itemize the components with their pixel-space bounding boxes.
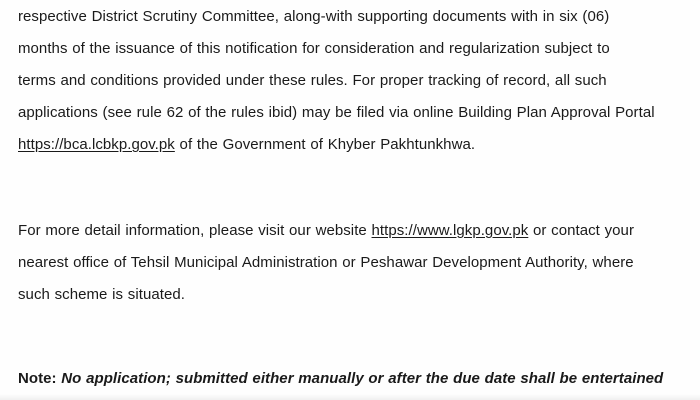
bca-portal-link[interactable]: https://bca.lcbkp.gov.pk xyxy=(18,136,175,153)
paragraph-line: months of the issuance of this notification for consideration and regularization subject to xyxy=(18,40,610,57)
paragraph-submission-instructions xyxy=(18,1,678,161)
paragraph-line: applications (see rule 62 of the rules ibid) may be filed via online Building Plan Approval Portal xyxy=(18,104,655,121)
paragraph-contact-info xyxy=(18,215,678,311)
paragraph-line: terms and conditions provided under these rules. For proper tracking of record, all such xyxy=(18,72,607,89)
note-label: Note: xyxy=(18,370,57,387)
lgkp-website-link[interactable]: https://www.lgkp.gov.pk xyxy=(371,222,529,239)
paragraph-line xyxy=(18,215,678,247)
note-line xyxy=(18,363,678,395)
page-edge-shadow xyxy=(0,394,700,400)
paragraph-line: nearest office of Tehsil Municipal Administration or Peshawar Development Authority, where xyxy=(18,254,634,271)
paragraph-line-head: For more detail information, please visit our website xyxy=(18,222,372,239)
paragraph-line-tail: or contact your xyxy=(528,222,634,239)
paragraph-line: respective District Scrutiny Committee, along-with supporting documents with in six (06) xyxy=(18,8,610,25)
note-text: No application; submitted either manually or after the due date shall be entertained xyxy=(56,370,664,387)
paragraph-line xyxy=(18,129,678,161)
paragraph-line: such scheme is situated. xyxy=(18,286,185,303)
paragraph-line-tail: of the Government of Khyber Pakhtunkhwa. xyxy=(174,136,476,153)
note-paragraph xyxy=(18,363,678,395)
